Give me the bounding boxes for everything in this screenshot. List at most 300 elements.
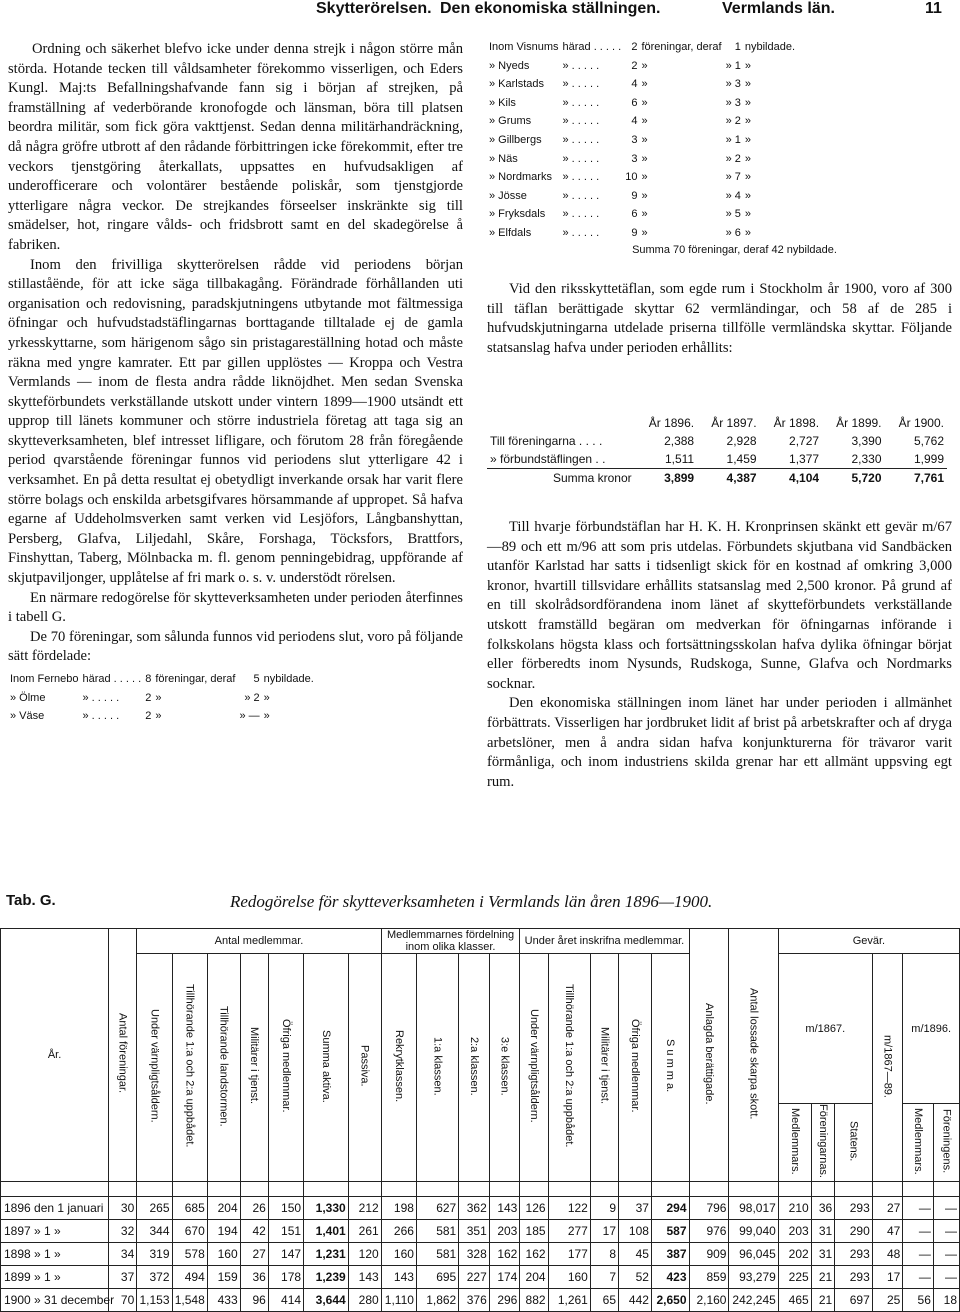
table-cell: 1,511 [664,452,695,466]
table-cell: 21 [811,1266,834,1289]
spacer-cell [459,1182,490,1197]
list-cell: » [744,115,751,128]
list-cell: 2 [145,691,152,704]
table-header-row [1,929,960,954]
column-header-text: Öfriga medlemmar. [279,1019,292,1113]
table-cell: 42 [240,1220,268,1243]
table-cell: 65 [590,1289,618,1312]
spacer-cell [619,1182,652,1197]
sum-cell: 3,899 [635,469,697,488]
column-header-text: Antal föreningar. [116,1013,129,1094]
spacer-row [1,1182,960,1197]
paragraph: Inom den frivilliga skytterörelsen rådde vid periodens början stillaståënde, för att icke säga tillbakagång. Förändrade förhållanden uti organisation och redovisning, paradskjutningens utbytande mot fältmessiga öfningar och hufvudstadstäflingarnas borttagande tilltalade ej de gamla yrkesskyttarne, som härigenom sågo sin pristagareställning hotad och måste räkna med yngre kamrater. Ett par gillen upplöstes — Kroppa och Vestra Vermlands — inom de flesta andra rådde liknöjdhet. Men sedan Svenska skytteförbundets verkställande utskott under vintern 1899—1900 utsändt ett upprop till länets kommuner och större industriela företag att taga sig an skytteverksamheten, blef intresset lifligare, och förutom 28 från föregående period qvarstående föreningar funnos vid periodens slut ytterligare 42 i verksamhet. En på detta resultat ej obetydligt inverkande orsak har varit flere större bolags och enskilda arbetsgifvares hörsammande af uppropet. Så hafva egarne af Uddeholmsverken samt verken vid Lesjöfors, Långbanshyttan, Persberg, Glafva, Liljedahl, Skåre, Forshaga, Töcksfors, Brattfors, Finshyttan, Taberg, Mölnbacka m. fl. genom penningebidrag, uppförande af skjutpaviljonger, upplåtelse af fri mark o. s. v. understödt rörelsen. [8,256,463,587]
spacer-cell [903,1182,934,1197]
table-cell: 387 [651,1243,689,1266]
column-header [207,954,240,1182]
list-cell: » [641,152,648,165]
table-cell: 160 [548,1266,590,1289]
spacer-cell [240,1182,268,1197]
table-heading [0,892,960,914]
table-row [487,450,947,469]
table-label: Tab. G. [6,892,56,909]
list-cell: » [744,171,751,184]
list-cell: » — [239,710,260,723]
list-cell: » 6 [725,226,741,239]
table-cell: 1,999 [913,452,944,466]
table-cell: 1900 » 31 december [1,1289,109,1312]
list-cell: » [155,691,162,704]
list-cell: » 3 [725,96,741,109]
group-header: Under året inskrifna medlemmar. [520,929,689,954]
list-cell: » 2 [725,115,741,128]
table-cell: 859 [689,1266,729,1289]
column-header [109,929,137,1182]
column-header-text: Summa aktiva. [319,1029,332,1103]
column-header-text: Antal lossade skarpa skott. [747,987,760,1120]
table-cell: 266 [381,1220,416,1243]
table-cell: 36 [240,1266,268,1289]
spacer-cell [381,1182,416,1197]
list-cell: » 1 [725,133,741,146]
header-county: Vermlands län. [722,0,835,17]
list-cell: » Elfdals [489,226,532,239]
list-cell: » [641,59,648,72]
table-cell: 93,279 [729,1266,778,1289]
column-header: År 1900. [898,416,944,430]
column-header [520,954,548,1182]
list-cell: 9 [631,226,638,239]
table-cell: 1,548 [172,1289,207,1312]
district-list-right [487,38,952,243]
list-cell: » Näs [489,152,518,165]
table-cell: 1,231 [304,1243,349,1266]
table-cell: 198 [381,1197,416,1220]
column-header-text: 3:e klassen. [498,1036,511,1096]
table-cell: 1,153 [137,1289,172,1312]
table-cell: 143 [348,1266,381,1289]
spacer-cell [207,1182,240,1197]
table-cell: 296 [489,1289,520,1312]
table-cell: 3,390 [851,434,882,448]
column-header [778,1104,811,1182]
column-header-text: Medlemmars. [912,1107,925,1175]
table-cell: 30 [109,1197,137,1220]
column-header-text: Medlemmars. [788,1107,801,1175]
table-cell: 293 [835,1243,873,1266]
list-cell: » [641,133,648,146]
table-cell: 204 [520,1266,548,1289]
column-header: År 1899. [836,416,882,430]
table-cell: 96,045 [729,1243,778,1266]
table-caption: Redogörelse för skytteverksamheten i Vermlands län åren 1896—1900. [230,892,713,911]
list-cell: » [155,710,162,723]
list-cell: 6 [631,96,638,109]
table-cell: 976 [689,1220,729,1243]
table-cell: 122 [548,1197,590,1220]
table-row [1,1220,960,1243]
table-cell: 1896 den 1 januari [1,1197,109,1220]
table-cell: 162 [520,1243,548,1266]
sum-cell: Summa kronor [487,469,635,488]
table-cell: 1,330 [304,1197,349,1220]
list-item [487,150,797,169]
column-header-text: Anlagda berättigade. [703,1002,715,1105]
list-cell: » Gillbergs [489,133,542,146]
list-cell: » . . . . . [82,710,120,723]
table-cell: 581 [416,1220,458,1243]
list-cell: » 1 [725,59,741,72]
table-cell: 2,160 [689,1289,729,1312]
table-cell: 37 [619,1197,652,1220]
table-cell: 96 [240,1289,268,1312]
table-cell: 126 [520,1197,548,1220]
list-cell: » 2 [725,152,741,165]
table-cell: 99,040 [729,1220,778,1243]
table-cell: 1,239 [304,1266,349,1289]
list-cell: » . . . . . [562,226,600,239]
column-header [835,1104,873,1182]
list-cell: » . . . . . [82,691,120,704]
list-cell: » [641,208,648,221]
list-cell: » Ölme [10,691,46,704]
list-item [487,75,797,94]
column-header [487,414,635,432]
paragraph: Till hvarje förbundstäflan har H. K. H. Kronprinsen skänkt ett gevär m/67—89 och ett m/96 att som pris utdelas. Förbundets skjutbana vid Sandbäcken utanför Karlstad har satts i tidsenligt skick för en kostnad af omkring 3,000 kronor, hvartill tillsvidare erhållits statsanslag med 2,500 kronor. På grund af en till skolrådsordförandena inom länet af skytteförbundets verkställande utskott framställd begäran om medverkan för öfningarnas införande i folkskolans högsta klass och fortsättningsskolan hafva dylika öfningar börjat eller förberedts inom Nysunds, Rudskoga, Sunne, Glafva och Nordmarks socknar. [487,519,952,692]
list-cell: » Kils [489,96,516,109]
list-cell: » 2 [244,691,260,704]
list-cell: » . . . . . [562,171,600,184]
sum-cell: 4,387 [697,469,759,488]
district-sum: Summa 70 föreningar, deraf 42 nybildade. [632,243,837,256]
spacer-cell [835,1182,873,1197]
table-row [487,432,947,450]
table-cell: 1897 » 1 » [1,1220,109,1243]
spacer-cell [729,1182,778,1197]
list-cell: 6 [631,208,638,221]
table-cell: 796 [689,1197,729,1220]
list-cell: föreningar, deraf [641,41,722,53]
table-cell: 697 [835,1289,873,1312]
column-header [548,954,590,1182]
table-row [1,1197,960,1220]
table-cell: 26 [240,1197,268,1220]
column-header-text: 1:a klassen. [431,1036,444,1096]
table-row [1,1289,960,1312]
table-cell: 1,261 [548,1289,590,1312]
paragraph: Ordning och säkerhet blefvo icke under denna strejk i någon större mån störda. Hotande tecken till våldsamheter förekommo visserligen, och Eders Kungl. Maj:ts Befallningshafvande fann sig i början af strejken, på framställning af vederbörande kronofogde och länsman, böra till platsen beordra militär, som fick göra vakttjenst. Sedan denna militärhandräckning, då några gröfre utbrott af den rådande förbittringen icke förekommit, efter tre veckors tjenstgöring återkallats, uppsattes en hufvudsakligen af underofficerare och volontärer bestående poliskår, som tjenstgjorde ytterligare några veckor. De strejkandes förseelser inskränkte sig till smädelser, hot, ringare vålds- och fridsbrott samt en del skadegörelse å fabriken. [8,41,463,253]
table-cell: 21 [811,1289,834,1312]
table-cell: 1,459 [726,452,757,466]
list-cell: 10 [625,171,638,184]
table-cell: 18 [933,1289,959,1312]
table-cell: 433 [207,1289,240,1312]
sum-row [487,469,947,488]
table-cell: 465 [778,1289,811,1312]
list-cell: » [263,691,270,704]
sum-cell: 7,761 [885,469,947,488]
table-cell: 174 [489,1266,520,1289]
table-cell: 212 [348,1197,381,1220]
column-header [489,954,520,1182]
list-cell: » [641,189,648,202]
table-cell: — [903,1197,934,1220]
table-cell: 1898 » 1 » [1,1243,109,1266]
table-cell: 202 [778,1243,811,1266]
table-cell: 147 [268,1243,303,1266]
paragraph: Den ekonomiska ställningen inom länet har under perioden i allmänhet förbättrats. Visserligen har jordbruket lidit af brist på arbetskrafter och af dryga arbetslöner, men å andra sidan hafva konjunkturerna för trävaror varit förmånliga, och inom industriens skilda grenar har ett allmänt uppsving egt rum. [487,695,952,790]
paragraph: En närmare redogörelse för skytteverksamheten under perioden återfinnes i tabell G. [8,589,463,626]
list-cell: 9 [631,189,638,202]
list-cell: » . . . . . [562,78,600,91]
list-cell: » [641,115,648,128]
list-cell: 8 [145,673,152,685]
table-cell: 56 [903,1289,934,1312]
list-cell: » Väse [10,710,45,723]
table-cell: 1,377 [789,452,820,466]
list-cell: » 3 [725,78,741,91]
table-cell: 204 [207,1197,240,1220]
list-cell: » Jösse [489,189,527,202]
table-cell: 31 [811,1220,834,1243]
column-header [304,954,349,1182]
list-cell: » . . . . . [562,189,600,202]
table-cell: 37 [109,1266,137,1289]
table-cell: 362 [459,1197,490,1220]
list-cell: » 5 [725,208,741,221]
spacer-cell [304,1182,349,1197]
table-cell: 17 [590,1220,618,1243]
table-cell: 2,928 [726,434,757,448]
column-header [459,954,490,1182]
list-cell: härad . . . . . [562,41,622,53]
table-cell: 280 [348,1289,381,1312]
table-row [1,1266,960,1289]
list-item [8,707,316,726]
table-header-row [487,414,947,432]
table-cell: 627 [416,1197,458,1220]
list-item [487,112,797,131]
left-column [8,40,463,726]
table-cell: 162 [489,1243,520,1266]
table-cell: 70 [109,1289,137,1312]
table-cell: 293 [835,1197,873,1220]
column-header [729,929,778,1182]
list-cell: » . . . . . [562,152,600,165]
spacer-cell [1,1182,109,1197]
state-grants-table [487,414,947,487]
table-cell: 372 [137,1266,172,1289]
header-topic: Den ekonomiska ställningen. [440,0,661,17]
table-cell: 2,388 [664,434,695,448]
group-header: Antal medlemmar. [137,929,381,954]
paragraph: De 70 föreningar, som sålunda funnos vid periodens slut, voro på följande sätt fördelade: [8,628,463,665]
table-cell: 34 [109,1243,137,1266]
table-g [0,928,960,1312]
column-header [416,954,458,1182]
table-cell: 203 [778,1220,811,1243]
table-cell: 670 [172,1220,207,1243]
list-cell: » . . . . . [562,59,600,72]
table-cell: 120 [348,1243,381,1266]
table-cell: 143 [489,1197,520,1220]
column-header-text: Under värnpligtsåldern. [527,1009,540,1123]
list-item [487,187,797,206]
paragraph: Vid den riksskyttetäflan, som egde rum i Stockholm år 1900, voro af 300 till täflan berättigade skyttar 62 vermländingar, och 58 af de 285 i hufvudskjutningarna utdelade priserna tillfölle vermländska skyttar. Följande statsanslag hafva under perioden erhållits: [487,281,952,356]
list-cell: » [744,133,751,146]
list-cell: » [744,226,751,239]
spacer-cell [268,1182,303,1197]
table-cell: 5,762 [913,434,944,448]
list-cell: » . . . . . [562,96,600,109]
list-item [487,94,797,113]
table-cell: — [903,1243,934,1266]
list-cell: 2 [145,710,152,723]
column-header: År 1898. [773,416,820,430]
table-cell: 294 [651,1197,689,1220]
table-cell: » förbundstäflingen . . [490,452,606,466]
table-cell: 1,862 [416,1289,458,1312]
column-header [933,1104,959,1182]
table-cell: 185 [520,1220,548,1243]
table-cell: 414 [268,1289,303,1312]
table-cell: 328 [459,1243,490,1266]
table-cell: 178 [268,1266,303,1289]
list-cell: » [744,59,751,72]
list-cell: » 4 [725,189,741,202]
list-cell: » . . . . . [562,208,600,221]
table-cell: 2,330 [851,452,882,466]
column-header-text: Statens. [847,1120,860,1162]
table-cell: 17 [872,1266,903,1289]
table-cell: — [933,1243,959,1266]
table-cell: 160 [381,1243,416,1266]
column-header [381,954,416,1182]
table-cell: 32 [109,1220,137,1243]
table-cell: 159 [207,1266,240,1289]
table-cell: 3,644 [304,1289,349,1312]
column-header-text: Öfriga medlemmar. [628,1019,641,1113]
column-header [240,954,268,1182]
spacer-cell [348,1182,381,1197]
table-cell: 1899 » 1 » [1,1266,109,1289]
list-cell: » [744,208,751,221]
table-cell: 578 [172,1243,207,1266]
spacer-cell [137,1182,172,1197]
group-header: m/1896. [903,954,960,1104]
table-cell: 442 [619,1289,652,1312]
column-header: År 1897. [711,416,757,430]
column-header-text: Under värnpligtsåldern. [148,1009,161,1123]
list-cell: » 7 [725,171,741,184]
table-cell: 36 [811,1197,834,1220]
list-item [487,57,797,76]
spacer-cell [548,1182,590,1197]
group-header: m/1867. [778,954,872,1104]
sum-cell: 5,720 [822,469,884,488]
table-cell: 25 [872,1289,903,1312]
spacer-cell [651,1182,689,1197]
column-header [268,954,303,1182]
column-header: År 1896. [648,416,695,430]
table-cell: — [933,1220,959,1243]
list-item [487,38,797,57]
column-header-text: Föreningarnas. [816,1104,829,1178]
table-cell: 685 [172,1197,207,1220]
table-cell: 47 [872,1220,903,1243]
table-cell: 423 [651,1266,689,1289]
table-cell: 344 [137,1220,172,1243]
page-number: 11 [925,0,942,17]
list-cell: 4 [631,115,638,128]
list-cell: » [641,96,648,109]
list-item [487,168,797,187]
column-header-text: Tillhörande 1:a och 2:a uppbådet. [183,984,196,1148]
list-cell: föreningar, deraf [155,673,236,685]
table-cell: 227 [459,1266,490,1289]
table-cell: 351 [459,1220,490,1243]
table-cell: 376 [459,1289,490,1312]
table-cell: 277 [548,1220,590,1243]
column-header [619,954,652,1182]
table-cell: 194 [207,1220,240,1243]
list-cell: » Nordmarks [489,171,552,184]
table-cell: 45 [619,1243,652,1266]
table-cell: 160 [207,1243,240,1266]
table-cell: 27 [240,1243,268,1266]
table-cell: 151 [268,1220,303,1243]
list-cell: » [641,78,648,91]
column-header [811,1104,834,1182]
table-cell: 242,245 [729,1289,778,1312]
list-cell: » Fryksdals [489,208,546,221]
list-cell: 3 [631,133,638,146]
table-cell: 695 [416,1266,458,1289]
list-cell: 4 [631,78,638,91]
list-cell: » . . . . . [562,133,600,146]
column-header [590,954,618,1182]
column-header [137,954,172,1182]
list-item [8,670,316,689]
table-cell: 882 [520,1289,548,1312]
column-header-text: Militärer i tjenst. [248,1027,261,1105]
list-cell: » [641,171,648,184]
column-header [689,929,729,1182]
table-cell: 210 [778,1197,811,1220]
column-header-text: Föreningens. [940,1108,953,1174]
spacer-cell [872,1182,903,1197]
list-cell: » . . . . . [562,115,600,128]
list-cell: nybildade. [263,673,314,685]
table-cell: 150 [268,1197,303,1220]
list-cell: 1 [734,41,741,53]
column-header-text: Tillhörande landstormen. [217,1005,230,1127]
district-list-left [8,670,463,726]
spacer-cell [416,1182,458,1197]
column-header [172,954,207,1182]
header-section: Skytterörelsen. [316,0,432,17]
table-cell: 1,110 [381,1289,416,1312]
table-cell: — [903,1220,934,1243]
column-header-text: Passiva. [358,1045,371,1087]
list-cell: » Nyeds [489,59,530,72]
table-cell: 98,017 [729,1197,778,1220]
list-cell: » [744,96,751,109]
list-cell: 2 [631,59,638,72]
table-row [1,1243,960,1266]
spacer-cell [172,1182,207,1197]
table-cell: — [933,1197,959,1220]
spacer-cell [778,1182,811,1197]
